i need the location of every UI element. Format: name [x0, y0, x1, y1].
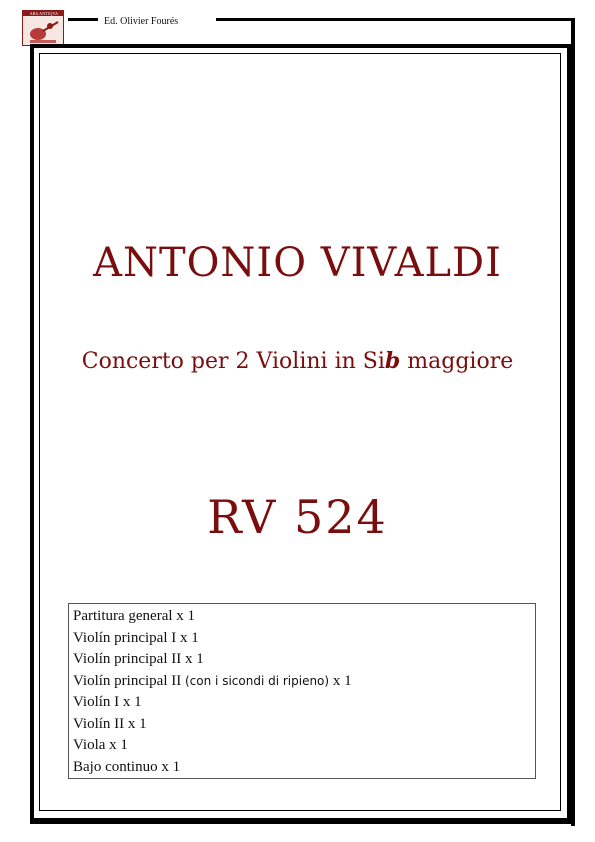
list-item: Partitura general x 1: [73, 608, 196, 624]
list-item: Violín I x 1: [73, 694, 142, 710]
part-note: (con i sicondi di ripieno): [185, 673, 330, 688]
header-bar: [68, 16, 568, 30]
work-title: [0, 348, 595, 374]
composer-name: ANTONIO VIVALDI: [93, 240, 502, 286]
publisher-logo: [22, 10, 64, 46]
list-item: Bajo continuo x 1: [73, 758, 181, 775]
list-item: Violín II x 1: [73, 715, 147, 732]
list-item: Violín principal II (con i sicondi di ripieno) x 1: [73, 672, 352, 689]
frame-shadow-bottom: [30, 820, 575, 824]
parts-list: [68, 603, 536, 779]
list-item: Violín principal I x 1: [73, 629, 199, 646]
frame-shadow-right: [571, 18, 575, 826]
list-item: Viola x 1: [73, 737, 128, 753]
flat-sign: b: [384, 348, 401, 374]
work-title-suffix: maggiore: [407, 349, 514, 374]
logo-text: ARS ANTIQVA: [29, 11, 59, 16]
edition-label: Ed. Olivier Fourés: [104, 16, 179, 27]
lute-player-icon: [26, 18, 62, 45]
work-title-prefix: Concerto per 2 Violini in Si: [81, 349, 385, 374]
catalog-number: RV 524: [207, 490, 388, 544]
list-item: Violín principal II x 1: [73, 651, 204, 667]
